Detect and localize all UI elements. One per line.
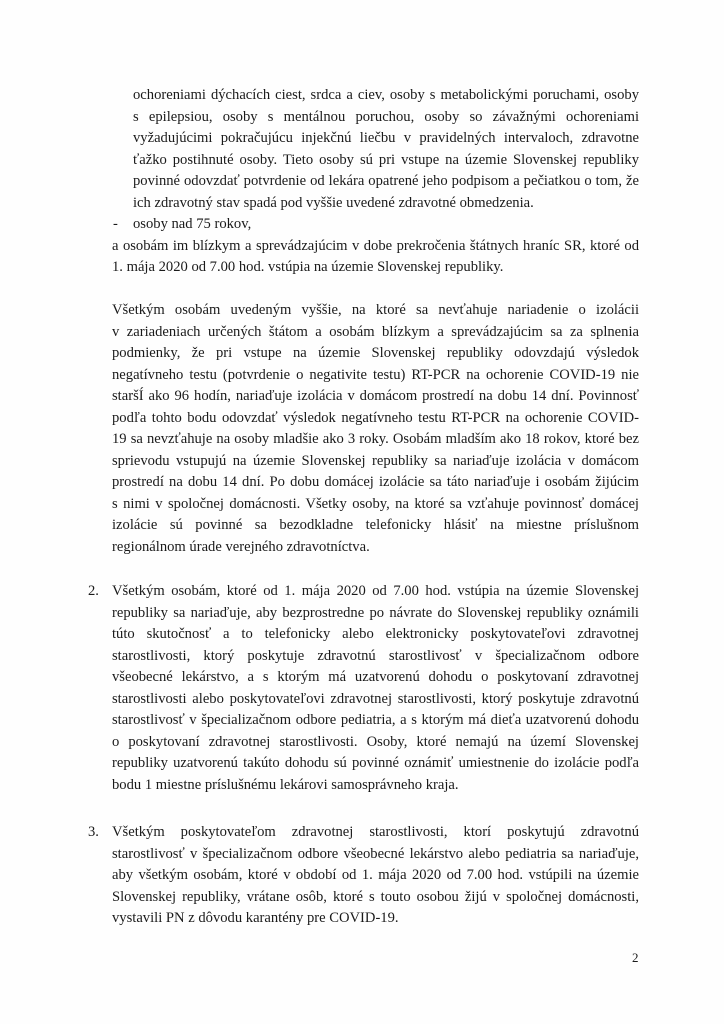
text-line: Všetkým poskytovateľom zdravotnej starostlivosti, ktorí poskytujú zdravotnú xyxy=(112,824,639,840)
text-line: Slovenskej republiky, vrátane osôb, ktoré s touto osobou žijú v spoločnej domácnosti, xyxy=(112,888,639,905)
text-line: Všetkým osobám, ktoré od 1. mája 2020 od 7.00 hod. vstúpia na územie Slovenskej xyxy=(112,583,639,599)
text-line: vyžadujúcimi pokračujúcu injekčnú liečbu v pravidelných intervaloch, zdravotne xyxy=(133,130,639,146)
text-line: podmienky, že pri vstupe na územie Slovenskej republiky odovzdajú výsledok xyxy=(112,345,639,361)
text-line: s epilepsiou, osoby s mentálnou poruchou, osoby so závažnými ochoreniami xyxy=(133,108,639,125)
text-line: túto skutočnosť a to telefonicky alebo elektronicky poskytovateľovi zdravotnej xyxy=(112,626,639,642)
text-line: republiky sa nariaďuje, aby bezprostredne po návrate do Slovenskej republiky oznámili xyxy=(112,604,639,621)
text-line: izolácie sú povinné sa bezodkladne telefonicky hlásiť na miestne príslušnom xyxy=(112,517,639,533)
text-line: povinné odovzdať potvrdenie od lekára opatrené jeho podpisom a pečiatkou o tom, že xyxy=(133,173,639,189)
text-line: podľa tohto bodu odovzdať výsledok negatívneho testu RT-PCR na ochorenie COVID- xyxy=(112,409,639,426)
text-line: starostlivosti, ktorý poskytuje zdravotnú starostlivosť v špecializačnom odbore xyxy=(112,647,639,664)
text-line: staršÍ ako 96 hodín, nariaďuje izolácia v domácom prostredí na dobu 14 dní. Povinnosť xyxy=(112,388,639,404)
text-line: ochoreniami dýchacích ciest, srdca a ciev, osoby s metabolickými poruchami, osoby xyxy=(133,87,639,103)
item-number: 2. xyxy=(88,583,99,599)
bullet-text: osoby nad 75 rokov, xyxy=(133,216,252,232)
text-line: ich zdravotný stav spadá pod vyššie uvedené zdravotné obmedzenia. xyxy=(133,194,534,211)
text-line: regionálnom úrade verejného zdravotníctva. xyxy=(112,538,370,555)
text-line: negatívneho testu (potvrdenie o negativite testu) RT-PCR na ochorenie COVID-19 nie xyxy=(112,366,639,383)
text-line: starostlivosť v špecializačnom odbore pediatria, a s ktorým má dieťa uzatvorenú dohodu xyxy=(112,712,639,728)
text-line: v zariadeniach určených štátom a osobám blízkym a sprevádzajúcim sa za splnenia xyxy=(112,323,639,340)
page-number: 2 xyxy=(632,950,639,965)
dash-bullet-marker: - xyxy=(113,216,118,232)
text-line: o poskytovaní zdravotnej starostlivosti. Osoby, ktoré nemajú na území Slovenskej xyxy=(112,733,639,750)
text-line: prostredí na dobu 14 dní. Po dobu domácej izolácie sa táto nariaďuje i osobám žijúcim xyxy=(112,474,639,490)
text-line: starostlivosť v špecializačnom odbore všeobecné lekárstvo alebo pediatria sa nariaďuje, xyxy=(112,845,639,862)
text-line: Všetkým osobám uvedeným vyššie, na ktoré sa nevťahuje nariadenie o izolácii xyxy=(112,302,639,318)
text-line: aby všetkým osobám, ktoré v období od 1. mája 2020 od 7.00 hod. vstúpili na územie xyxy=(112,867,639,883)
text-line: a osobám im blízkym a sprevádzajúcim v dobe prekročenia štátnych hraníc SR, ktoré od xyxy=(112,237,639,254)
item-number: 3. xyxy=(88,824,99,840)
text-line: sprievodu vstupujú na územie Slovenskej republiky sa nariaďuje izolácia v domácom xyxy=(112,452,639,469)
text-line: republiky uzatvorenú takúto dohodu sú povinné oznámiť umiestnenie do izolácie podľa xyxy=(112,755,639,771)
text-line: s nimi v spoločnej domácnosti. Všetky osoby, na ktoré sa vzťahuje povinnosť domácej xyxy=(112,495,639,512)
text-line: 19 sa nevzťahuje na osoby mladšie ako 3 roky. Osobám mladším ako 18 rokov, ktoré bez xyxy=(112,431,639,447)
text-line: starostlivosti alebo poskytovateľovi zdravotnej starostlivosti, ktorý poskytuje zdravotnú xyxy=(112,690,639,707)
text-line: všeobecné lekárstvo, a s ktorým má uzatvorenú dohodu o poskytovaní zdravotnej xyxy=(112,669,639,685)
text-line: 1. mája 2020 od 7.00 hod. vstúpia na územie Slovenskej republiky. xyxy=(112,259,504,275)
text-line: vystavili PN z dôvodu karantény pre COVID-19. xyxy=(112,910,399,926)
text-line: ťažko postihnuté osoby. Tieto osoby sú pri vstupe na územie Slovenskej republiky xyxy=(133,151,639,168)
text-line: bodu 1 miestne príslušnému lekárovi samosprávneho kraja. xyxy=(112,776,459,793)
